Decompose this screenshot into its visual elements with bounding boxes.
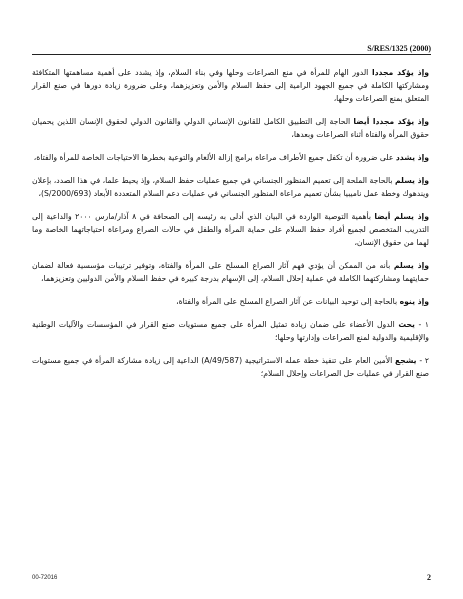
- page-number: 2: [427, 573, 431, 582]
- preamble-paragraph-6: [32, 259, 429, 285]
- paragraph-text: بأهمية التوصية الواردة في البيان الذي أدلى به رئيسه إلى الصحافة في ٨ آذار/مارس ٢٠٠٠ والداعية إلى التدريب المتخصص لجميع أفراد حفظ السلام على حماية المرأة والطفل في حالات الصراع ومراعاة احتياجاتهما الخاصة وما لهما من حقوق الإنسان،: [32, 212, 429, 247]
- operative-number: ٢: [424, 356, 430, 365]
- paragraph-text: على ضرورة أن تكفل جميع الأطراف مراعاة برامج إزالة الألغام والتوعية بخطرها الاحتياجات الخاصة للمرأة والفتاة،: [33, 153, 396, 162]
- paragraph-text: بالحاجة الملحة إلى تعميم المنظور الجنساني في جميع عمليات حفظ السلام، وإذ يحيط علما، في هذا الصدد، بإعلان ويندهوك وخطة عمل ناميبيا بشأن تعميم مراعاة المنظور الجنساني في عمليات دعم السلام المتعددة الأبعاد (S/2000/693)،: [32, 176, 429, 198]
- operative-number: ١: [424, 320, 429, 329]
- operative-paragraph-2: ٢ - يشجع الأمين العام على تنفيذ خطة عمله الاستراتيجية (A/49/587) الداعية إلى زيادة مشاركة المرأة في جميع مستويات صنع القرار في عمليات حل الصراعات وإحلال السلام؛: [32, 356, 430, 378]
- paragraph-lead: وإذ يؤكد مجددا: [371, 68, 429, 77]
- paragraph-lead: وإذ يؤكد مجددا أيضا: [353, 117, 429, 126]
- paragraph-lead: يحث: [398, 320, 415, 329]
- paragraph-text: بالحاجة إلى توحيد البيانات عن آثار الصراع المسلح على المرأة والفتاة،: [176, 297, 400, 306]
- document-symbol: S/RES/1325 (2000): [367, 44, 431, 53]
- preamble-paragraph-5: [32, 210, 429, 249]
- document-number: 00-72016: [32, 575, 58, 581]
- preamble-paragraph-3: [32, 151, 429, 164]
- paragraph-text: الدور الهام للمرأة في منع الصراعات وحلها وفي بناء السلام، وإذ يشدد على أهمية مساهمتها المتكافئة ومشاركتها الكاملة في جميع الجهود الرامية إلى حفظ السلام والأمن وتعزيزهما، وعلى ضرورة زيادة دورها في صنع القرار المتعلق بمنع الصراعات وحلها،: [32, 68, 429, 103]
- paragraph-lead: يشجع: [395, 356, 417, 365]
- preamble-paragraph-4: [32, 174, 429, 200]
- paragraph-text: الأمين العام على تنفيذ خطة عمله الاستراتيجية (A/49/587) الداعية إلى زيادة مشاركة المرأة في جميع مستويات صنع القرار في عمليات حل الصراعات وإحلال السلام؛: [32, 356, 429, 378]
- operative-paragraph-1: ١ - يحث الدول الأعضاء على ضمان زيادة تمثيل المرأة على جميع مستويات صنع القرار في المؤسسات والآليات الوطنية والإقليمية والدولية لمنع الصراعات وإدارتها وحلها؛: [32, 320, 429, 342]
- paragraph-lead: وإذ ينوه: [399, 297, 429, 306]
- paragraph-lead: وإذ يسلم: [395, 176, 429, 185]
- paragraph-lead: وإذ يشدد: [395, 153, 429, 162]
- preamble-paragraph-1: [32, 66, 429, 105]
- preamble-paragraph-7: [32, 295, 429, 308]
- preamble-paragraph-2: [32, 115, 429, 141]
- paragraph-text: بأنه من الممكن أن يؤدي فهم آثار الصراع المسلح على المرأة والفتاة، وتوفير ترتيبات مؤسسية فعالة لضمان حمايتهما ومشاركتهما الكاملة في عملية إحلال السلام، إلى الإسهام بدرجة كبيرة في حفظ السلام والأمن الدوليين وتعزيزهما،: [32, 261, 429, 283]
- paragraph-text: الحاجة إلى التطبيق الكامل للقانون الإنساني الدولي والقانون الدولي لحقوق الإنسان اللذين يحميان حقوق المرأة والفتاة أثناء الصراعات وبعدها،: [32, 117, 429, 139]
- paragraph-text: الدول الأعضاء على ضمان زيادة تمثيل المرأة على جميع مستويات صنع القرار في المؤسسات والآليات الوطنية والإقليمية والدولية لمنع الصراعات وإدارتها وحلها؛: [32, 320, 429, 342]
- document-body: [32, 66, 429, 390]
- header-rule: [32, 54, 431, 55]
- paragraph-lead: وإذ يسلم أيضا: [374, 212, 429, 221]
- paragraph-lead: وإذ يسلم: [393, 261, 429, 270]
